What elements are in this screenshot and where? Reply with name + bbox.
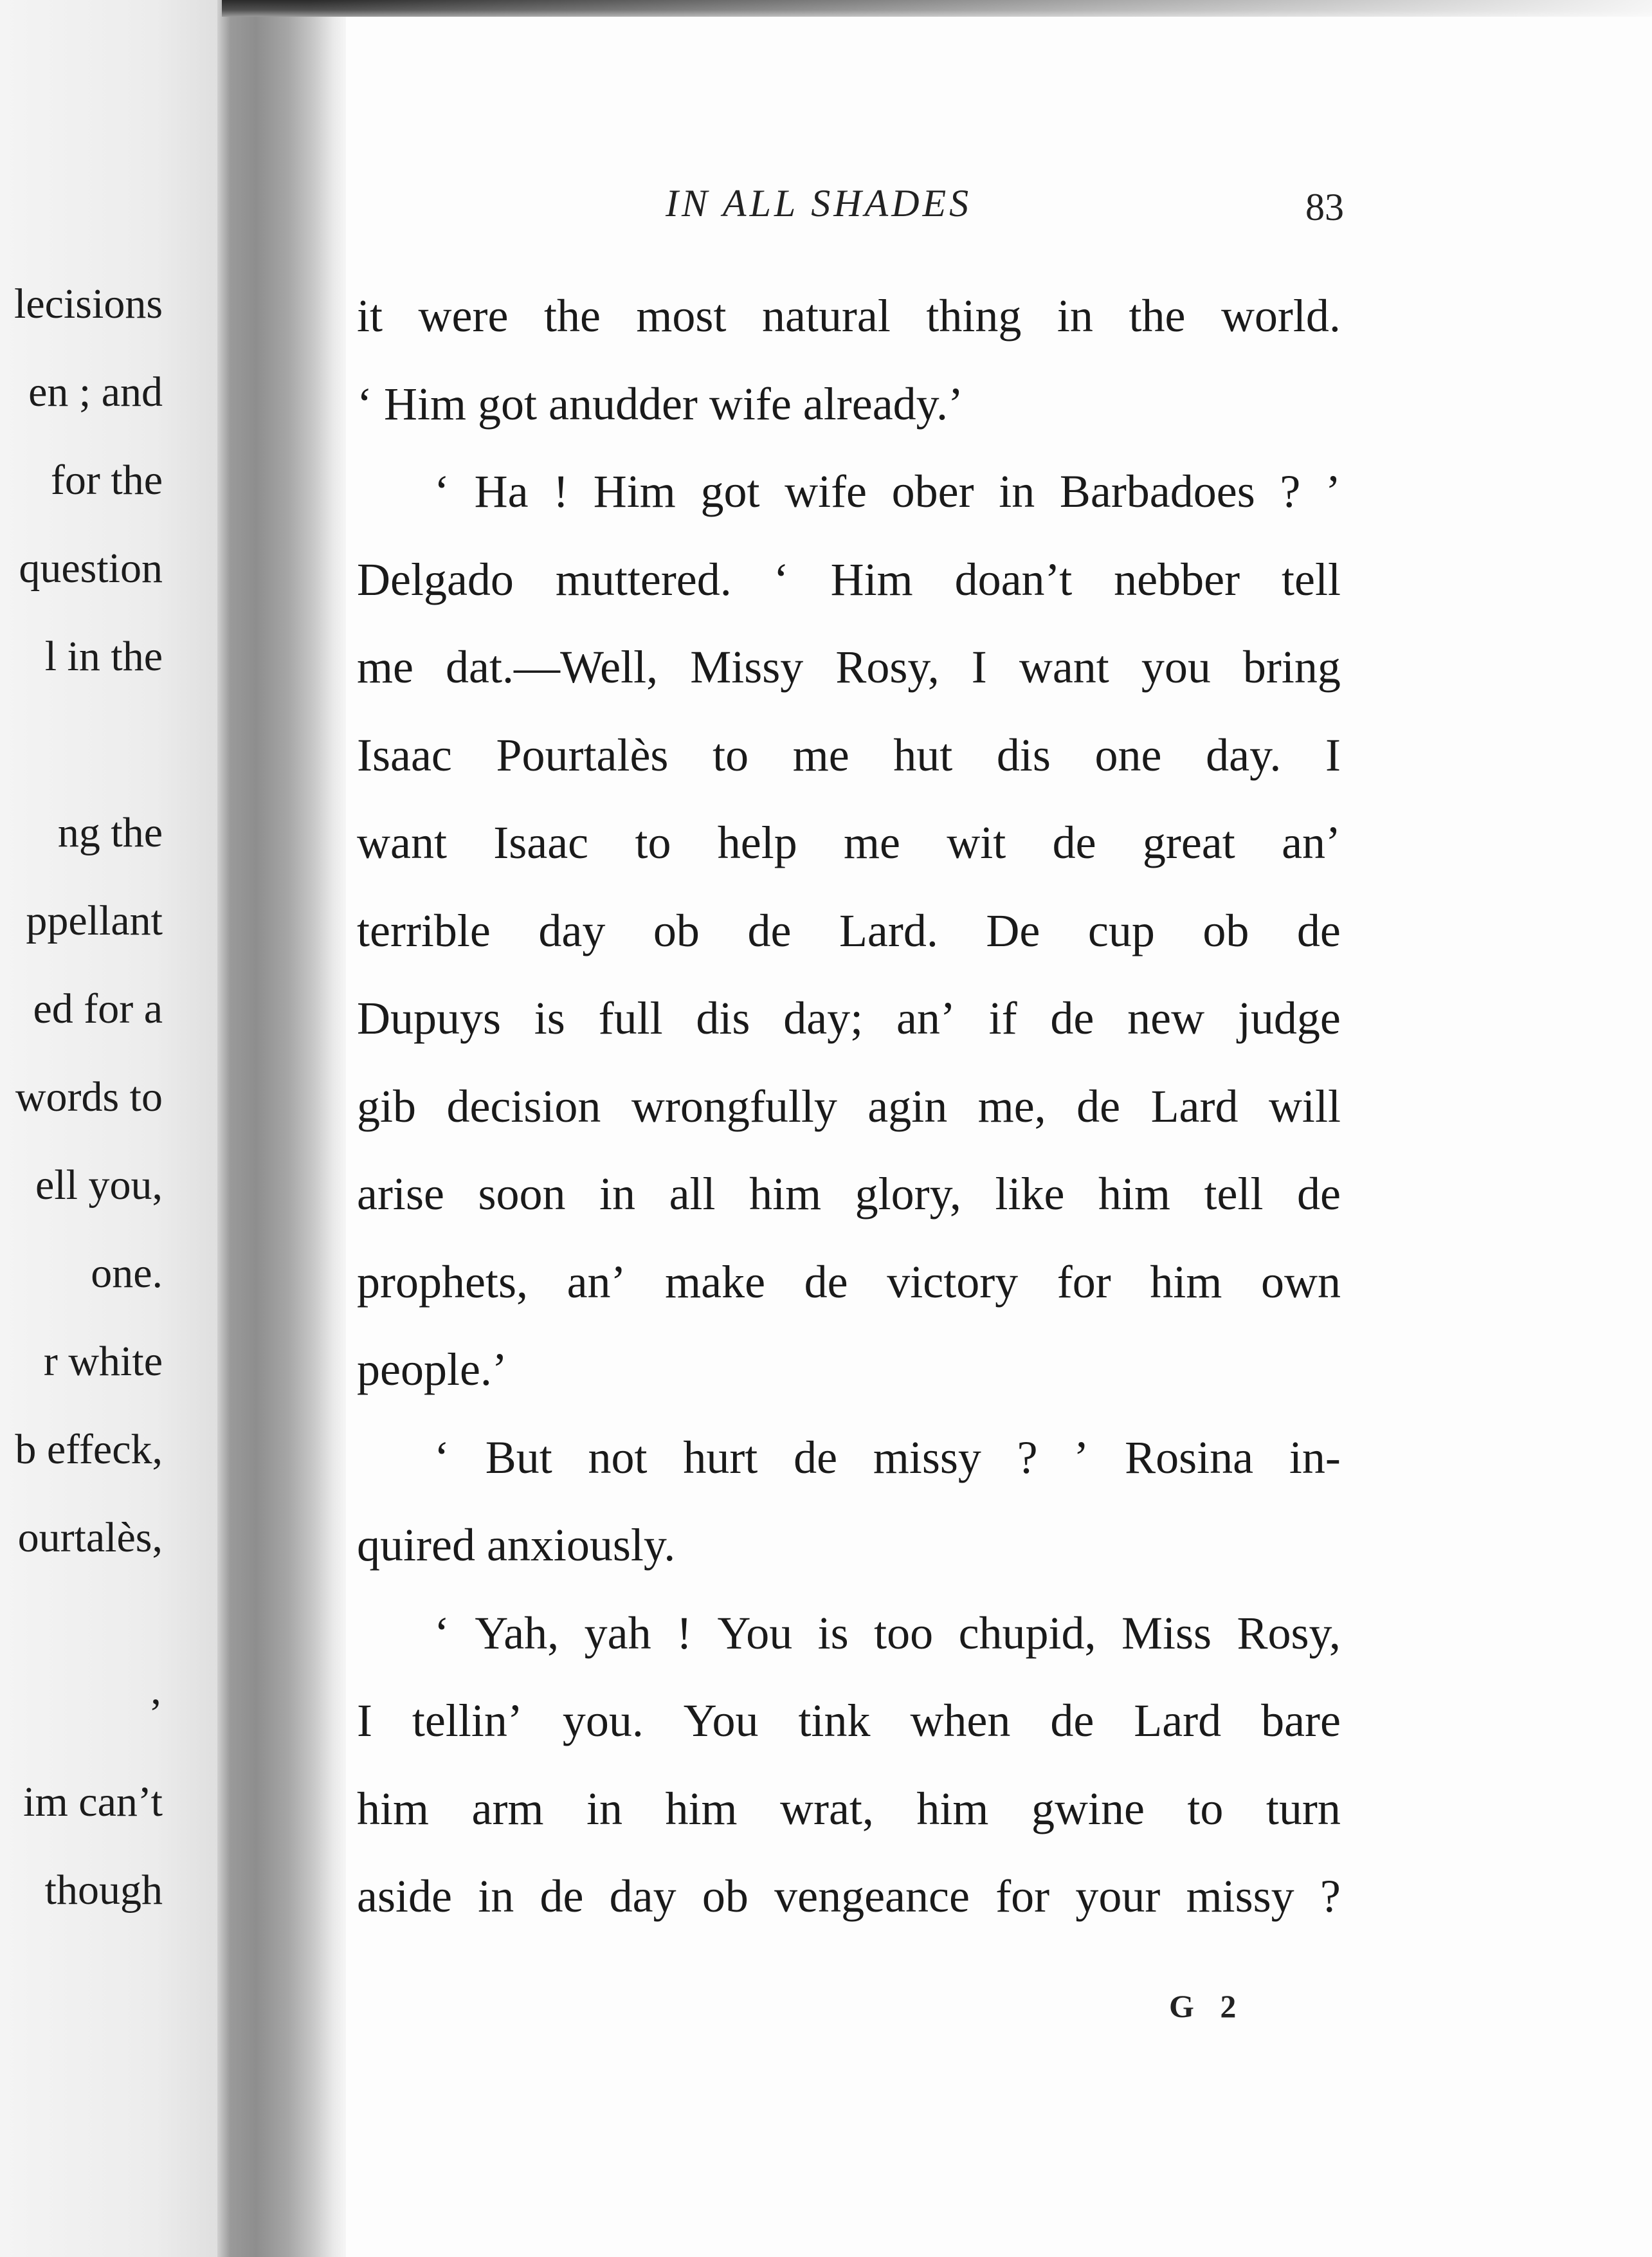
body-text-line: Dupuys is full dis day; an’ if de new judge — [357, 992, 1341, 1044]
body-text-line: it were the most natural thing in the world. — [357, 290, 1341, 342]
left-page-line: l in the — [44, 633, 163, 680]
running-head: IN ALL SHADES — [666, 182, 972, 224]
body-text-line: prophets, an’ make de victory for him own — [357, 1256, 1341, 1308]
body-text-line: arise soon in all him glory, like him tell de — [357, 1168, 1341, 1220]
body-text-line: ‘ Him got anudder wife already.’ — [357, 378, 963, 430]
body-text-line: I tellin’ you. You tink when de Lard bare — [357, 1695, 1341, 1746]
body-text-line: Isaac Pourtalès to me hut dis one day. I — [357, 729, 1341, 781]
body-text-line: me dat.—Well, Missy Rosy, I want you bring — [357, 641, 1341, 693]
left-page-line: for the — [50, 457, 163, 504]
body-text-line: want Isaac to help me wit de great an’ — [357, 817, 1341, 868]
body-text-line: aside in de day ob vengeance for your missy ? — [357, 1870, 1341, 1922]
body-text-line: ‘ Yah, yah ! You is too chupid, Miss Rosy, — [434, 1607, 1341, 1659]
book-gutter-shadow — [217, 0, 346, 2257]
body-text-line: terrible day ob de Lard. De cup ob de — [357, 904, 1341, 956]
page-top-edge-fade — [309, 0, 1652, 17]
left-page-line: en ; and — [28, 369, 163, 416]
left-page-line: im can’t — [23, 1778, 163, 1825]
body-text-line: gib decision wrongfully agin me, de Lard will — [357, 1080, 1341, 1132]
page-number: 83 — [1305, 186, 1344, 228]
body-text-line: Delgado muttered. ‘ Him doan’t nebber tell — [357, 553, 1341, 605]
left-page-line: one. — [91, 1250, 163, 1297]
body-text-line: ‘ But not hurt de missy ? ’ Rosina in- — [434, 1431, 1341, 1483]
body-text-line: quired anxiously. — [357, 1519, 676, 1571]
left-page-line: words to — [15, 1074, 163, 1120]
left-page-line: r white — [43, 1338, 163, 1385]
left-page-line: ’ — [149, 1690, 163, 1737]
left-page-line: ell you, — [35, 1162, 163, 1209]
left-page-line: ed for a — [33, 985, 163, 1032]
left-page-line: though — [44, 1867, 163, 1914]
left-page-line: ppellant — [26, 897, 163, 944]
body-text-line: ‘ Ha ! Him got wife ober in Barbadoes ? ’ — [434, 466, 1341, 517]
body-text-line: him arm in him wrat, him gwine to turn — [357, 1782, 1341, 1834]
left-page-line: b effeck, — [15, 1426, 163, 1473]
left-page-line: lecisions — [14, 280, 163, 327]
body-text-line: people.’ — [357, 1344, 507, 1395]
left-facing-page — [0, 0, 222, 2257]
left-page-line: question — [19, 545, 163, 592]
left-page-line: ourtalès, — [17, 1514, 163, 1561]
left-page-line: ng the — [57, 809, 163, 856]
signature-mark: G 2 — [1169, 1988, 1246, 2024]
